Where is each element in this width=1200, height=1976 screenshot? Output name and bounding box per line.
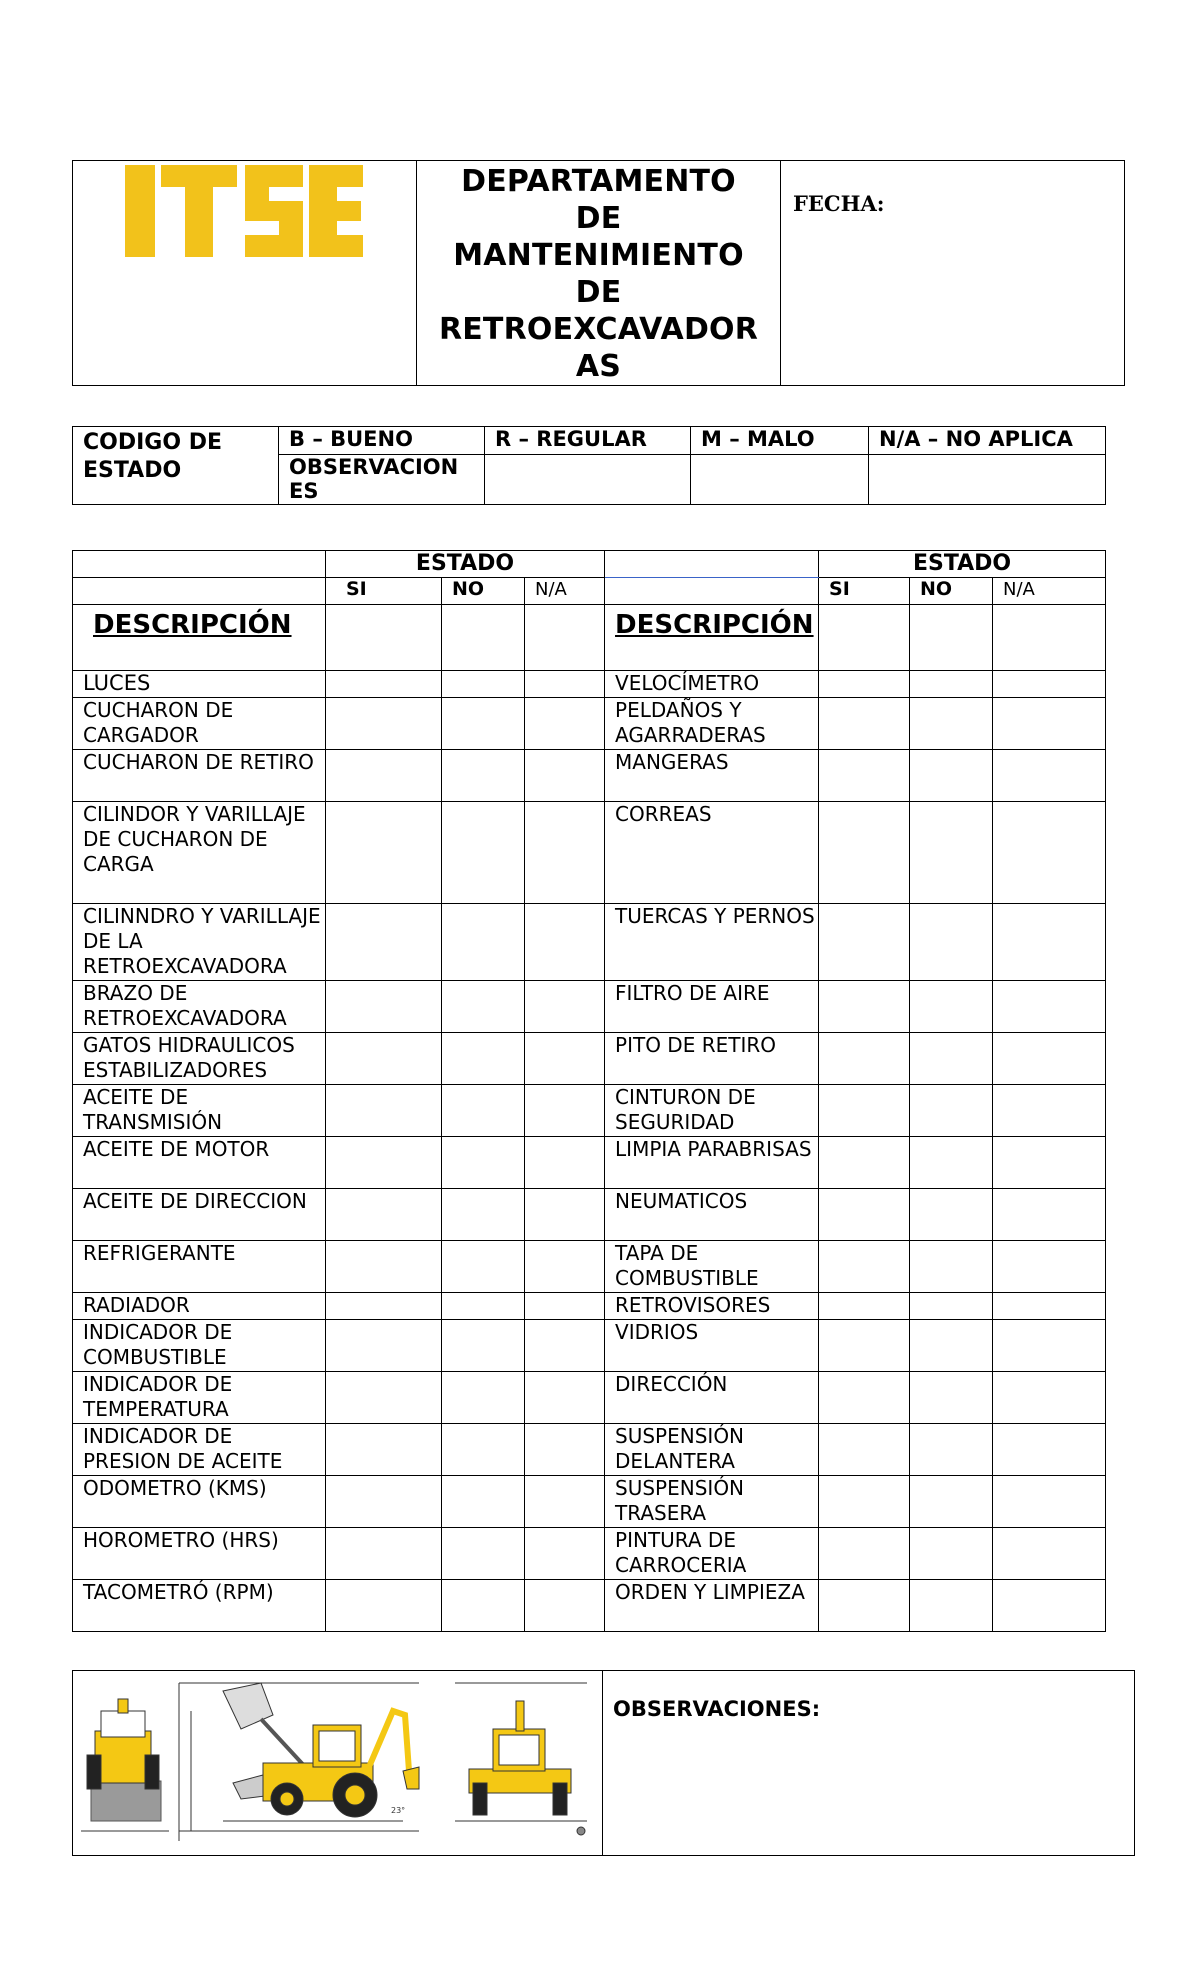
- na-checkbox-right[interactable]: [993, 904, 1106, 981]
- si-checkbox-right[interactable]: [819, 1241, 910, 1293]
- na-checkbox-right[interactable]: [993, 1476, 1106, 1528]
- na-checkbox-right[interactable]: [993, 1580, 1106, 1632]
- no-checkbox-right[interactable]: [910, 671, 993, 698]
- no-checkbox-left[interactable]: [442, 1189, 525, 1241]
- na-checkbox-left[interactable]: [525, 1320, 605, 1372]
- na-checkbox-left[interactable]: [525, 1033, 605, 1085]
- checklist-table: [72, 550, 1106, 1632]
- na-checkbox-right[interactable]: [993, 1372, 1106, 1424]
- si-header-right: SI: [819, 578, 910, 605]
- code-field-3[interactable]: [869, 455, 1106, 505]
- bottom-table: [72, 1670, 1135, 1856]
- table-row: [73, 1085, 1106, 1137]
- si-checkbox-right[interactable]: [819, 1189, 910, 1241]
- si-checkbox-right[interactable]: [819, 981, 910, 1033]
- na-checkbox-right[interactable]: [993, 698, 1106, 750]
- no-checkbox-left[interactable]: [442, 1424, 525, 1476]
- no-checkbox-right[interactable]: [910, 1189, 993, 1241]
- si-checkbox-right[interactable]: [819, 1476, 910, 1528]
- na-checkbox-left[interactable]: [525, 904, 605, 981]
- si-checkbox-right[interactable]: [819, 1293, 910, 1320]
- item-label-left: GATOS HIDRAULICOS ESTABILIZADORES: [73, 1033, 326, 1085]
- table-row: [73, 1137, 1106, 1189]
- table-row: [73, 698, 1106, 750]
- na-checkbox-right[interactable]: [993, 750, 1106, 802]
- no-checkbox-left[interactable]: [442, 1137, 525, 1189]
- no-checkbox-right[interactable]: [910, 981, 993, 1033]
- table-row: [73, 1241, 1106, 1293]
- si-checkbox-left[interactable]: [326, 671, 442, 698]
- header-table: [72, 160, 1125, 386]
- no-checkbox-right[interactable]: [910, 1372, 993, 1424]
- item-label-left: ACEITE DE MOTOR: [73, 1137, 326, 1189]
- side-view: [179, 1683, 419, 1841]
- na-checkbox-right[interactable]: [993, 1424, 1106, 1476]
- table-row: [73, 1372, 1106, 1424]
- no-checkbox-left[interactable]: [442, 1372, 525, 1424]
- item-label-left: ODOMETRO (KMS): [73, 1476, 326, 1528]
- no-checkbox-left[interactable]: [442, 1580, 525, 1632]
- item-label-right: PITO DE RETIRO: [605, 1033, 819, 1085]
- no-header-left: NO: [442, 578, 525, 605]
- descripcion-header-left: DESCRIPCIÓN: [73, 605, 326, 671]
- item-label-right: LIMPIA PARABRISAS: [605, 1137, 819, 1189]
- si-checkbox-left[interactable]: [326, 750, 442, 802]
- na-checkbox-right[interactable]: [993, 1528, 1106, 1580]
- item-label-left: RADIADOR: [73, 1293, 326, 1320]
- si-checkbox-right[interactable]: [819, 802, 910, 904]
- no-checkbox-right[interactable]: [910, 1033, 993, 1085]
- table-row: [73, 671, 1106, 698]
- si-checkbox-right[interactable]: [819, 1528, 910, 1580]
- si-checkbox-left[interactable]: [326, 1241, 442, 1293]
- na-checkbox-right[interactable]: [993, 671, 1106, 698]
- department-title: DEPARTAMENTO DE MANTENIMIENTO DE RETROEXCAVADOR AS: [438, 164, 759, 384]
- table-row: [73, 1320, 1106, 1372]
- na-checkbox-right[interactable]: [993, 802, 1106, 904]
- status-code-label: CODIGO DE ESTADO: [73, 427, 279, 505]
- si-checkbox-right[interactable]: [819, 1580, 910, 1632]
- si-checkbox-left[interactable]: [326, 1320, 442, 1372]
- si-header-left: SI: [326, 578, 442, 605]
- estado-header-right: ESTADO: [819, 551, 1106, 578]
- no-checkbox-right[interactable]: [910, 698, 993, 750]
- item-label-left: BRAZO DE RETROEXCAVADORA: [73, 981, 326, 1033]
- no-checkbox-right[interactable]: [910, 1293, 993, 1320]
- na-checkbox-left[interactable]: [525, 981, 605, 1033]
- si-checkbox-left[interactable]: [326, 1137, 442, 1189]
- observations-cell[interactable]: [603, 1671, 1135, 1856]
- na-checkbox-left[interactable]: [525, 671, 605, 698]
- observations-label: OBSERVACIONES:: [613, 1697, 821, 1721]
- na-header-right: N/A: [993, 578, 1106, 605]
- no-checkbox-left[interactable]: [442, 750, 525, 802]
- item-label-right: VELOCÍMETRO: [605, 671, 819, 698]
- na-checkbox-right[interactable]: [993, 1293, 1106, 1320]
- item-label-right: MANGERAS: [605, 750, 819, 802]
- item-label-left: INDICADOR DE COMBUSTIBLE: [73, 1320, 326, 1372]
- empty-cell: [525, 605, 605, 671]
- item-label-left: TACOMETRÓ (RPM): [73, 1580, 326, 1632]
- itse-logo: [125, 161, 365, 261]
- rear-view: [455, 1683, 587, 1835]
- si-checkbox-left[interactable]: [326, 904, 442, 981]
- item-label-left: ACEITE DE TRANSMISIÓN: [73, 1085, 326, 1137]
- item-label-left: CILINNDRO Y VARILLAJE DE LA RETROEXCAVADORA: [73, 904, 326, 981]
- na-checkbox-right[interactable]: [993, 1189, 1106, 1241]
- item-label-left: INDICADOR DE PRESION DE ACEITE: [73, 1424, 326, 1476]
- si-checkbox-right[interactable]: [819, 1320, 910, 1372]
- no-checkbox-right[interactable]: [910, 1476, 993, 1528]
- department-title-cell: [417, 161, 781, 386]
- no-checkbox-left[interactable]: [442, 1320, 525, 1372]
- table-row: [73, 1293, 1106, 1320]
- no-checkbox-left[interactable]: [442, 1293, 525, 1320]
- table-row: [73, 1033, 1106, 1085]
- na-header-left: N/A: [525, 578, 605, 605]
- item-label-right: PELDAÑOS Y AGARRADERAS: [605, 698, 819, 750]
- no-header-right: NO: [910, 578, 993, 605]
- item-label-right: SUSPENSIÓN TRASERA: [605, 1476, 819, 1528]
- si-checkbox-left[interactable]: [326, 981, 442, 1033]
- empty-cell: [326, 605, 442, 671]
- front-view: [81, 1699, 169, 1831]
- checklist-rows: [73, 671, 1106, 1632]
- code-field-1[interactable]: [485, 455, 691, 505]
- no-checkbox-left[interactable]: [442, 698, 525, 750]
- empty-cell: [819, 605, 910, 671]
- si-checkbox-right[interactable]: [819, 1424, 910, 1476]
- na-checkbox-left[interactable]: [525, 1085, 605, 1137]
- logo-cell: [73, 161, 417, 386]
- no-checkbox-left[interactable]: [442, 671, 525, 698]
- si-checkbox-right[interactable]: [819, 1372, 910, 1424]
- na-checkbox-left[interactable]: [525, 750, 605, 802]
- si-checkbox-left[interactable]: [326, 1189, 442, 1241]
- si-checkbox-right[interactable]: [819, 1085, 910, 1137]
- code-bueno: B – BUENO: [279, 427, 485, 455]
- blank-subheader-left: [73, 578, 326, 605]
- no-checkbox-left[interactable]: [442, 1528, 525, 1580]
- date-cell[interactable]: [781, 161, 1125, 386]
- si-checkbox-left[interactable]: [326, 1372, 442, 1424]
- no-checkbox-right[interactable]: [910, 1320, 993, 1372]
- item-label-right: SUSPENSIÓN DELANTERA: [605, 1424, 819, 1476]
- blank-subheader-right: [605, 578, 819, 605]
- empty-cell: [910, 605, 993, 671]
- item-label-right: NEUMATICOS: [605, 1189, 819, 1241]
- code-malo: M – MALO: [691, 427, 869, 455]
- item-label-left: INDICADOR DE TEMPERATURA: [73, 1372, 326, 1424]
- no-checkbox-left[interactable]: [442, 1476, 525, 1528]
- no-checkbox-left[interactable]: [442, 1085, 525, 1137]
- estado-header-left: ESTADO: [326, 551, 605, 578]
- item-label-right: FILTRO DE AIRE: [605, 981, 819, 1033]
- na-checkbox-right[interactable]: [993, 1085, 1106, 1137]
- na-checkbox-right[interactable]: [993, 1241, 1106, 1293]
- empty-cell: [993, 605, 1106, 671]
- no-checkbox-right[interactable]: [910, 1580, 993, 1632]
- item-label-right: TUERCAS Y PERNOS: [605, 904, 819, 981]
- descripcion-header-right: DESCRIPCIÓN: [605, 605, 819, 671]
- code-observaciones: OBSERVACIONES: [279, 455, 485, 505]
- code-regular: R – REGULAR: [485, 427, 691, 455]
- na-checkbox-left[interactable]: [525, 1580, 605, 1632]
- na-checkbox-left[interactable]: [525, 1528, 605, 1580]
- table-row: [73, 750, 1106, 802]
- si-checkbox-left[interactable]: [326, 1528, 442, 1580]
- date-label: FECHA:: [793, 191, 885, 216]
- si-checkbox-right[interactable]: [819, 904, 910, 981]
- item-label-right: TAPA DE COMBUSTIBLE: [605, 1241, 819, 1293]
- na-checkbox-left[interactable]: [525, 1372, 605, 1424]
- na-checkbox-left[interactable]: [525, 1476, 605, 1528]
- item-label-right: PINTURA DE CARROCERIA: [605, 1528, 819, 1580]
- item-label-left: CUCHARON DE RETIRO: [73, 750, 326, 802]
- backhoe-diagram-cell: [73, 1671, 603, 1856]
- na-checkbox-left[interactable]: [525, 1241, 605, 1293]
- item-label-right: CORREAS: [605, 802, 819, 904]
- na-checkbox-left[interactable]: [525, 698, 605, 750]
- item-label-left: ACEITE DE DIRECCION: [73, 1189, 326, 1241]
- code-field-2[interactable]: [691, 455, 869, 505]
- empty-cell: [442, 605, 525, 671]
- si-checkbox-left[interactable]: [326, 1476, 442, 1528]
- item-label-right: VIDRIOS: [605, 1320, 819, 1372]
- na-checkbox-right[interactable]: [993, 1033, 1106, 1085]
- no-checkbox-right[interactable]: [910, 750, 993, 802]
- table-row: [73, 1528, 1106, 1580]
- si-checkbox-left[interactable]: [326, 802, 442, 904]
- item-label-left: CILINDOR Y VARILLAJE DE CUCHARON DE CARGA: [73, 802, 326, 904]
- item-label-right: CINTURON DE SEGURIDAD: [605, 1085, 819, 1137]
- item-label-left: LUCES: [73, 671, 326, 698]
- na-checkbox-left[interactable]: [525, 1293, 605, 1320]
- status-code-table: [72, 426, 1106, 505]
- no-checkbox-left[interactable]: [442, 802, 525, 904]
- item-label-left: REFRIGERANTE: [73, 1241, 326, 1293]
- no-checkbox-right[interactable]: [910, 1137, 993, 1189]
- si-checkbox-left[interactable]: [326, 1085, 442, 1137]
- item-label-left: HOROMETRO (HRS): [73, 1528, 326, 1580]
- no-checkbox-right[interactable]: [910, 1241, 993, 1293]
- table-row: [73, 981, 1106, 1033]
- na-checkbox-right[interactable]: [993, 1137, 1106, 1189]
- si-checkbox-left[interactable]: [326, 1580, 442, 1632]
- no-checkbox-right[interactable]: [910, 904, 993, 981]
- no-checkbox-left[interactable]: [442, 904, 525, 981]
- no-checkbox-left[interactable]: [442, 1241, 525, 1293]
- item-label-right: ORDEN Y LIMPIEZA: [605, 1580, 819, 1632]
- item-label-right: DIRECCIÓN: [605, 1372, 819, 1424]
- blank-header-right: [605, 551, 819, 578]
- backhoe-diagram: [73, 1671, 601, 1851]
- na-checkbox-left[interactable]: [525, 802, 605, 904]
- si-checkbox-left[interactable]: [326, 1033, 442, 1085]
- si-checkbox-right[interactable]: [819, 698, 910, 750]
- svg-text:23°: 23°: [391, 1806, 406, 1815]
- si-checkbox-left[interactable]: [326, 698, 442, 750]
- table-row: [73, 1189, 1106, 1241]
- table-row: [73, 904, 1106, 981]
- na-checkbox-left[interactable]: [525, 1424, 605, 1476]
- item-label-right: RETROVISORES: [605, 1293, 819, 1320]
- table-row: [73, 1476, 1106, 1528]
- blank-header-left: [73, 551, 326, 578]
- si-checkbox-right[interactable]: [819, 1137, 910, 1189]
- table-row: [73, 1580, 1106, 1632]
- code-no-aplica: N/A – NO APLICA: [869, 427, 1106, 455]
- si-checkbox-left[interactable]: [326, 1293, 442, 1320]
- si-checkbox-right[interactable]: [819, 671, 910, 698]
- si-checkbox-left[interactable]: [326, 1424, 442, 1476]
- no-checkbox-right[interactable]: [910, 802, 993, 904]
- na-checkbox-left[interactable]: [525, 1137, 605, 1189]
- no-checkbox-right[interactable]: [910, 1085, 993, 1137]
- table-row: [73, 802, 1106, 904]
- no-checkbox-left[interactable]: [442, 981, 525, 1033]
- no-checkbox-right[interactable]: [910, 1528, 993, 1580]
- si-checkbox-right[interactable]: [819, 750, 910, 802]
- table-row: [73, 1424, 1106, 1476]
- item-label-left: CUCHARON DE CARGADOR: [73, 698, 326, 750]
- si-checkbox-right[interactable]: [819, 1033, 910, 1085]
- na-checkbox-right[interactable]: [993, 981, 1106, 1033]
- na-checkbox-right[interactable]: [993, 1320, 1106, 1372]
- no-checkbox-left[interactable]: [442, 1033, 525, 1085]
- na-checkbox-left[interactable]: [525, 1189, 605, 1241]
- no-checkbox-right[interactable]: [910, 1424, 993, 1476]
